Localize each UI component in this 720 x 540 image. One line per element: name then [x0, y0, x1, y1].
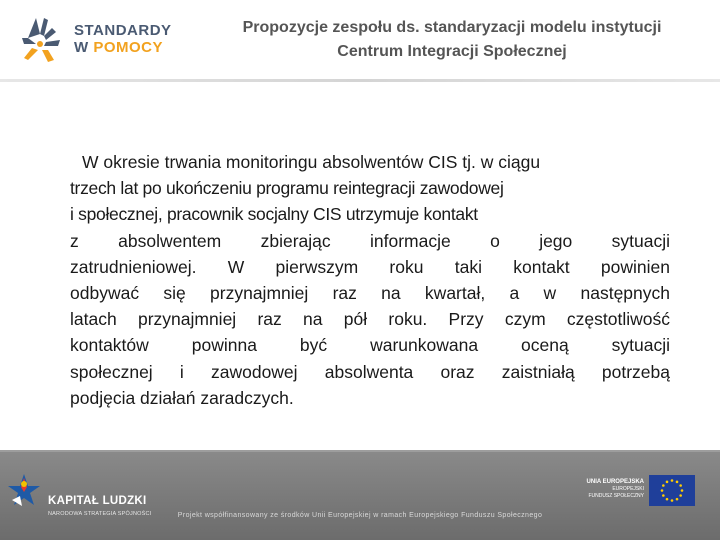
logo-line1: STANDARDY: [74, 22, 172, 39]
footer: [0, 450, 720, 540]
text-line: społecznej i zawodowej absolwenta oraz zaistniałą potrzebą: [70, 361, 670, 382]
eu-star: [662, 494, 665, 497]
eu-flag-icon: [649, 475, 695, 506]
standardy-w-pomocy-logo: [14, 14, 184, 64]
eu-star: [666, 498, 669, 501]
header: [0, 0, 720, 80]
cofinancing-note: Projekt współfinansowany ze środków Unii Europejskiej w ramach Europejskiego Funduszu Społecznego: [177, 512, 543, 519]
eu-star: [662, 484, 665, 487]
text-line: kontaktów powinna być warunkowana oceną sytuacji: [70, 335, 670, 356]
eu-star: [676, 481, 679, 484]
star-figure-icon: [14, 14, 72, 64]
kapital-ludzki-subtitle: NARODOWA STRATEGIA SPÓJNOŚCI: [48, 511, 152, 517]
header-divider: [0, 79, 720, 82]
kapital-ludzki-title: KAPITAŁ LUDZKI: [48, 495, 147, 507]
slide-title-line2: Centrum Integracji Społecznej: [337, 43, 567, 60]
text-line: latach przynajmniej raz na pół roku. Przy czym częstotliwość: [70, 309, 670, 330]
logo-pomocy: POMOCY: [93, 39, 164, 56]
eu-line2: EUROPEJSKI: [612, 486, 644, 492]
eu-star: [679, 484, 682, 487]
slide-title-line1: Propozycje zespołu ds. standaryzacji modelu instytucji: [242, 19, 662, 36]
text-line: W okresie trwania monitoringu absolwentów CIS tj. w ciągu: [82, 152, 541, 172]
body-text: [70, 149, 670, 411]
text-line: odbywać się przynajmniej raz na kwartał, a w następnych: [70, 283, 670, 304]
eu-star: [676, 498, 679, 501]
text-line: trzech lat po ukończeniu programu reintegracji zawodowej: [70, 178, 504, 199]
logo-w: W: [74, 39, 89, 56]
eu-star: [671, 499, 674, 502]
eu-star: [681, 489, 684, 492]
kapital-ludzki-emblem-icon: [6, 470, 42, 510]
text-line: i społecznej, pracownik socjalny CIS utrzymuje kontakt: [70, 204, 478, 225]
eu-star: [661, 489, 664, 492]
eu-caption: [566, 479, 644, 500]
eu-star: [671, 479, 674, 482]
text-line: zatrudnieniowej. W pierwszym roku taki kontakt powinien: [70, 256, 670, 277]
logo-wordmark: [74, 22, 172, 56]
footer-highlight: [0, 450, 720, 452]
text-line: z absolwentem zbierając informacje o jego sytuacji: [70, 230, 670, 251]
slide-title: [182, 16, 720, 64]
logo-line2: [74, 39, 172, 56]
kapital-ludzki-logo: [6, 470, 166, 517]
eu-star: [679, 494, 682, 497]
eu-line1: UNIA EUROPEJSKA: [586, 479, 644, 485]
eu-star: [666, 481, 669, 484]
eu-line3: FUNDUSZ SPOŁECZNY: [588, 493, 644, 499]
text-line: podjęcia działań zaradczych.: [70, 387, 294, 408]
